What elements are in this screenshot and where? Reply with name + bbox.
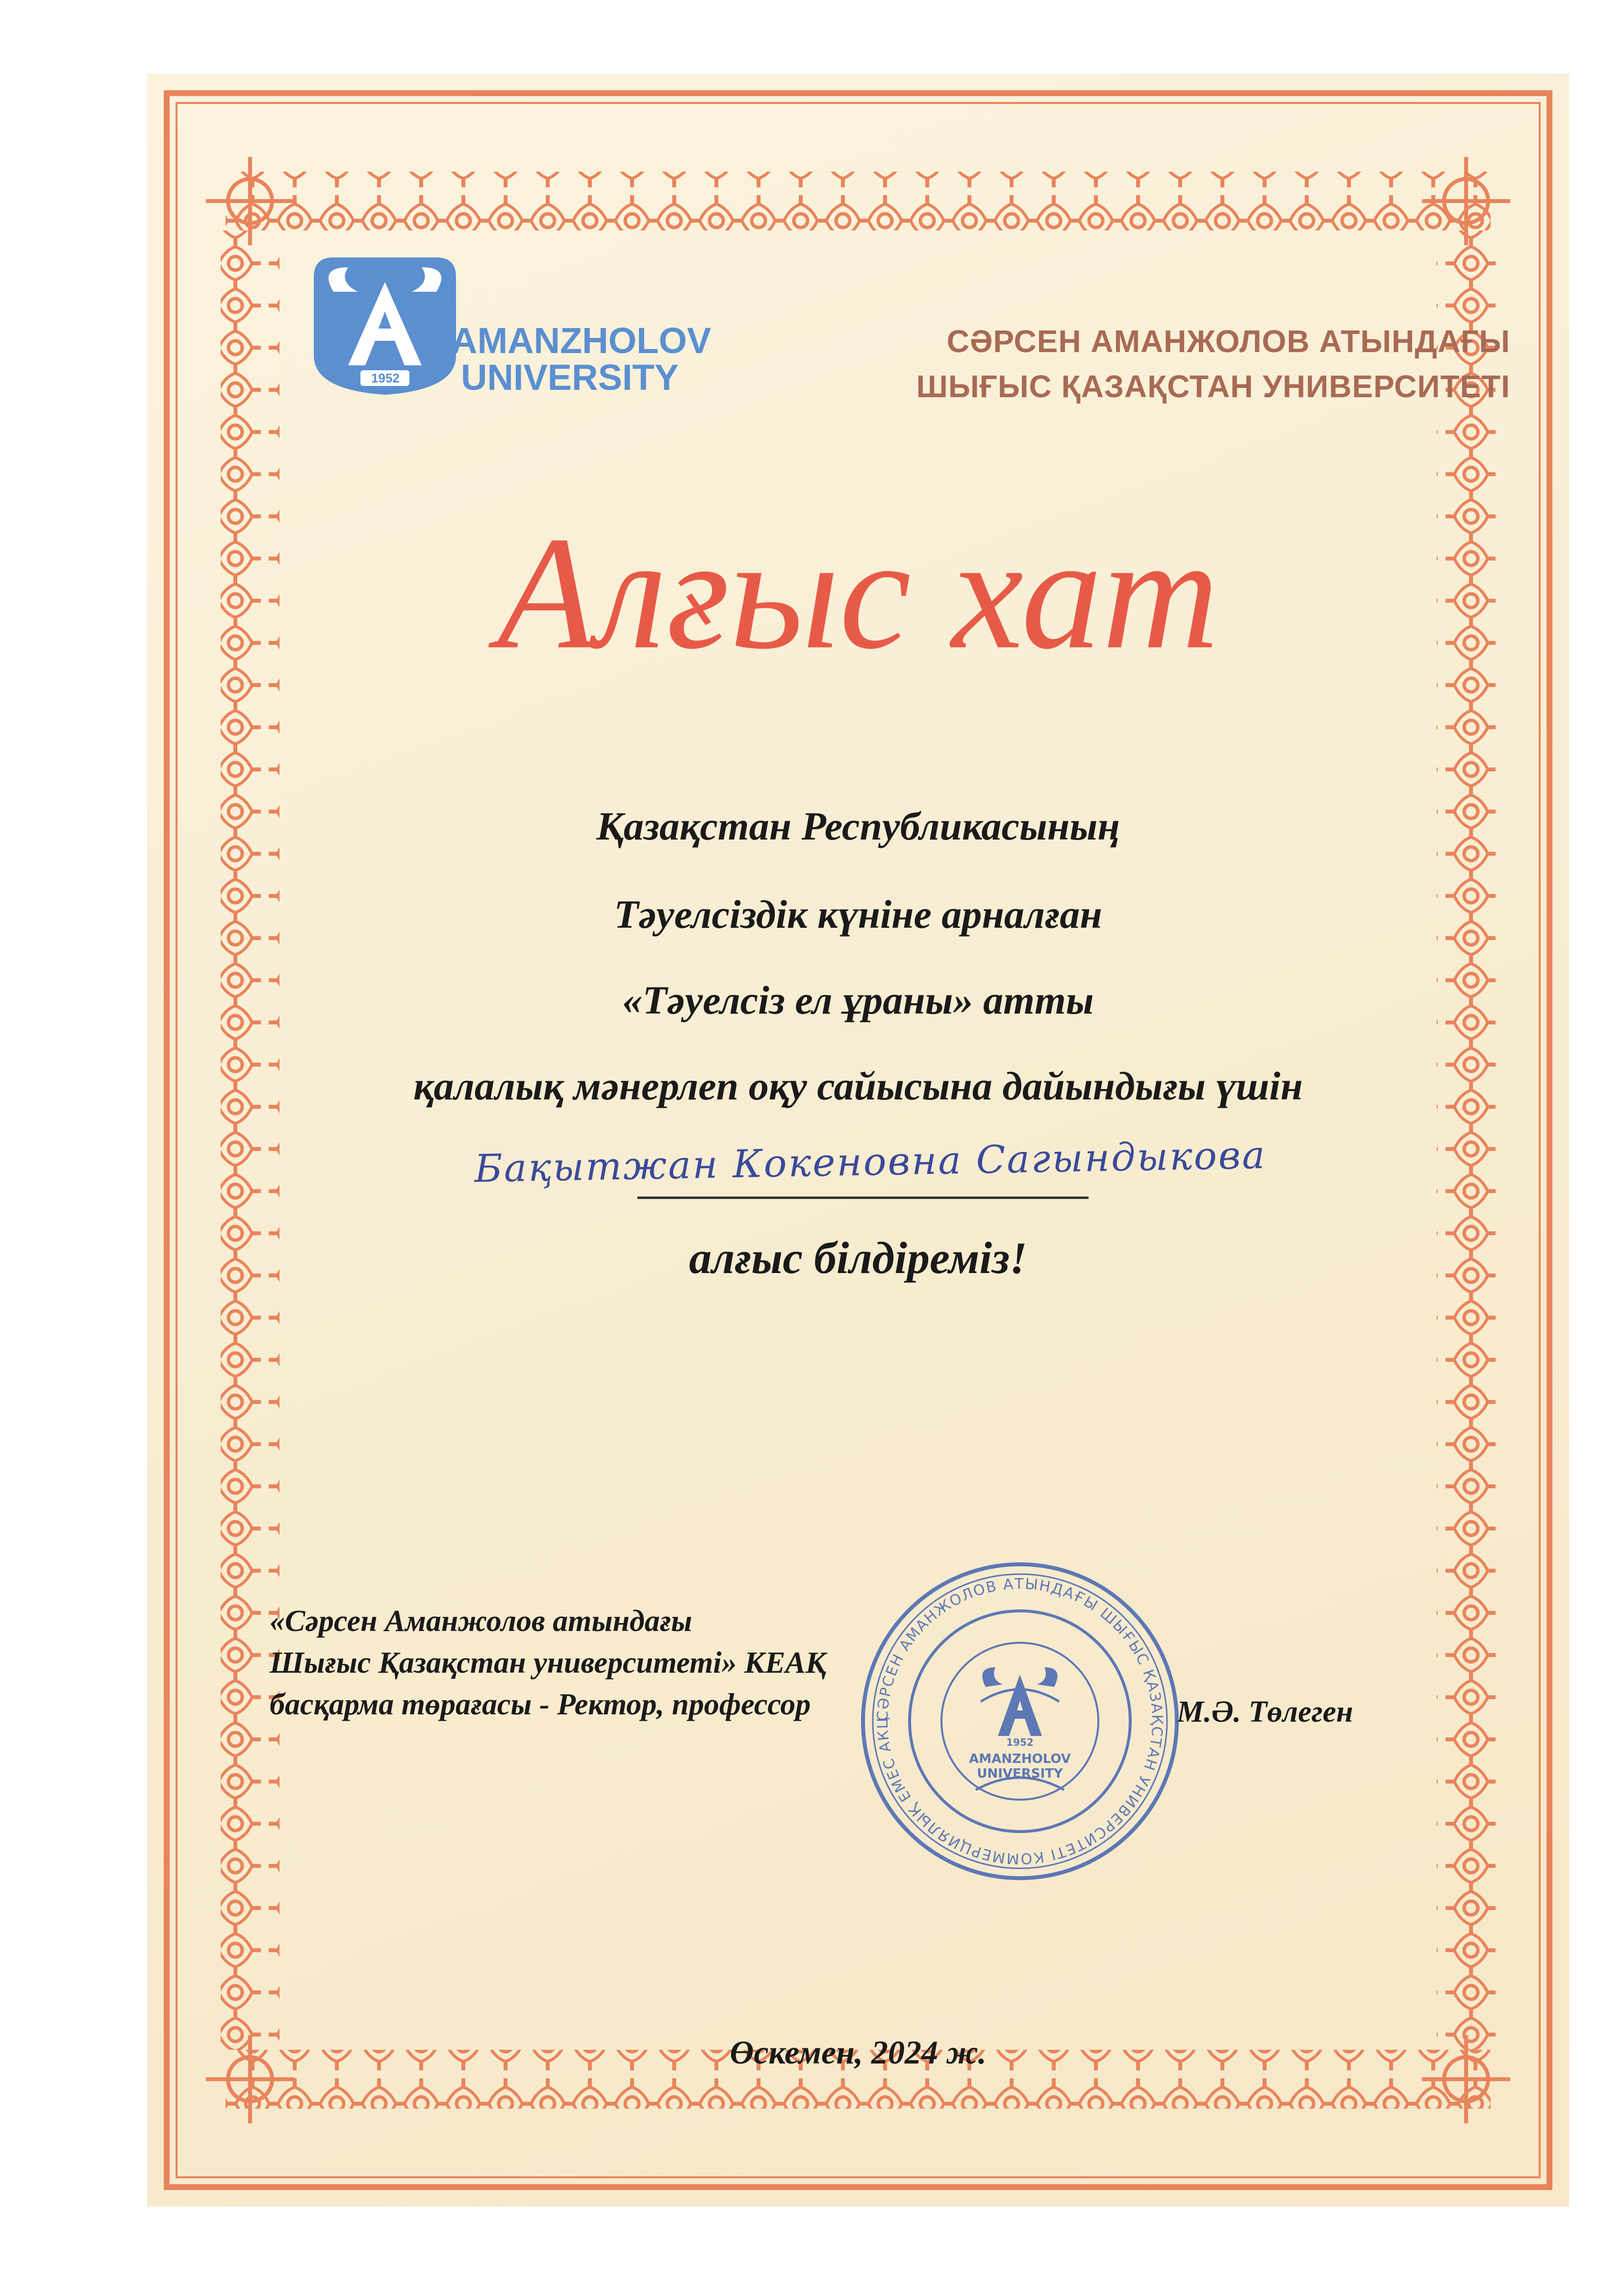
university-name-line1: СӘРСЕН АМАНЖОЛОВ АТЫНДАҒЫ [946,324,1510,359]
recipient-handwritten-name: Бақытжан Кокеновна Сагындыкова [474,1133,1267,1192]
rector-name: М.Ә. Төлеген [1177,1695,1353,1729]
signature-line-1: «Сәрсен Аманжолов атындағы [270,1605,692,1638]
logo-line2: UNIVERSITY [461,357,679,398]
seal-year: 1952 [1006,1736,1034,1748]
signature-line-2: Шығыс Қазақстан университеті» КЕАҚ [270,1646,826,1680]
recipient-underline [637,1197,1089,1199]
university-name [799,319,1510,409]
certificate-title: Алғыс хат [497,504,1219,683]
body-line-3: «Тәуелсіз ел ұраны» атты [622,978,1094,1022]
university-seal-stamp-icon [853,1555,1187,1888]
body-line-1: Қазақстан Республикасының [596,804,1120,848]
seal-logo-line1: AMANZHOLOV [969,1752,1071,1766]
body-line-2: Тәуелсіздік күніне арналған [614,892,1102,937]
logo-line1: AMANZHOLOV [451,320,711,361]
logo-year: 1952 [371,371,400,385]
closing-line: алғыс білдіреміз! [689,1233,1027,1283]
signature-line-3: басқарма төрағасы - Ректор, профессор [270,1688,811,1721]
seal-text: СӘРСЕН АМАНЖОЛОВ АТЫНДАҒЫ ШЫҒЫС ҚАЗАҚСТАН УНИВЕРСИТЕТІ КОММЕРЦИЯЛЫҚ ЕМЕС АКЦ [874,1575,1166,1867]
certificate-sheet [147,74,1569,2207]
city-year: Өскемен, 2024 ж. [730,2034,987,2071]
university-seal [853,1555,1187,1888]
university-name-line2: ШЫҒЫС ҚАЗАҚСТАН УНИВЕРСИТЕТІ [916,369,1510,404]
seal-logo-line2: UNIVERSITY [977,1766,1063,1781]
body-line-4: қалалық мәнерлеп оқу сайысына дайындығы үшін [413,1064,1303,1108]
